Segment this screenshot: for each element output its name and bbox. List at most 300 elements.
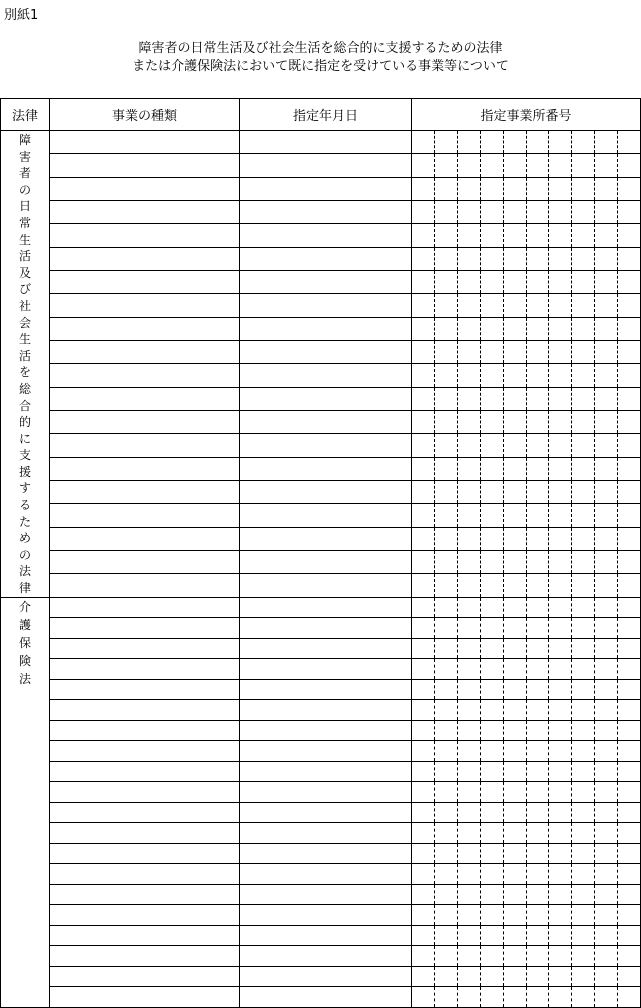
digit-box[interactable]	[434, 680, 457, 700]
digit-box[interactable]	[571, 574, 594, 596]
business-type-cell[interactable]	[50, 527, 240, 550]
digit-box[interactable]	[434, 721, 457, 741]
digit-box[interactable]	[503, 741, 526, 761]
digit-box[interactable]	[594, 987, 617, 1007]
digit-box[interactable]	[503, 271, 526, 293]
digit-box[interactable]	[571, 248, 594, 270]
digit-box[interactable]	[571, 967, 594, 987]
digit-box[interactable]	[412, 341, 434, 363]
digit-box[interactable]	[526, 659, 549, 679]
digit-box[interactable]	[503, 178, 526, 200]
digit-box[interactable]	[617, 905, 640, 925]
office-number-cell[interactable]	[412, 966, 641, 987]
digit-box[interactable]	[548, 598, 571, 618]
digit-box[interactable]	[503, 987, 526, 1007]
digit-box[interactable]	[594, 434, 617, 456]
digit-box[interactable]	[617, 639, 640, 659]
business-type-cell[interactable]	[50, 131, 240, 154]
digit-box[interactable]	[412, 762, 434, 782]
digit-box[interactable]	[548, 154, 571, 176]
office-number-cell[interactable]	[412, 823, 641, 844]
digit-box[interactable]	[480, 201, 503, 223]
designation-date-cell[interactable]	[240, 480, 412, 503]
digit-box[interactable]	[548, 131, 571, 153]
digit-box[interactable]	[526, 434, 549, 456]
digit-box[interactable]	[434, 741, 457, 761]
digit-box[interactable]	[457, 341, 480, 363]
digit-box[interactable]	[503, 659, 526, 679]
digit-box[interactable]	[434, 639, 457, 659]
digit-box[interactable]	[526, 574, 549, 596]
digit-box[interactable]	[571, 318, 594, 340]
digit-box[interactable]	[594, 803, 617, 823]
digit-box[interactable]	[526, 762, 549, 782]
business-type-cell[interactable]	[50, 823, 240, 844]
digit-box[interactable]	[571, 271, 594, 293]
digit-box[interactable]	[548, 782, 571, 802]
digit-box[interactable]	[503, 574, 526, 596]
digit-box[interactable]	[434, 271, 457, 293]
digit-box[interactable]	[617, 721, 640, 741]
digit-box[interactable]	[617, 598, 640, 618]
digit-box[interactable]	[617, 201, 640, 223]
digit-box[interactable]	[526, 844, 549, 864]
digit-box[interactable]	[571, 481, 594, 503]
digit-box[interactable]	[412, 987, 434, 1007]
designation-date-cell[interactable]	[240, 457, 412, 480]
digit-box[interactable]	[480, 341, 503, 363]
digit-box[interactable]	[503, 618, 526, 638]
digit-box[interactable]	[457, 680, 480, 700]
designation-date-cell[interactable]	[240, 741, 412, 762]
business-type-cell[interactable]	[50, 946, 240, 967]
digit-box[interactable]	[503, 598, 526, 618]
digit-box[interactable]	[480, 803, 503, 823]
digit-box[interactable]	[480, 864, 503, 884]
office-number-cell[interactable]	[412, 925, 641, 946]
digit-box[interactable]	[412, 224, 434, 246]
digit-box[interactable]	[412, 721, 434, 741]
digit-box[interactable]	[503, 481, 526, 503]
digit-box[interactable]	[434, 946, 457, 966]
digit-box[interactable]	[526, 700, 549, 720]
digit-box[interactable]	[571, 528, 594, 550]
business-type-cell[interactable]	[50, 638, 240, 659]
digit-box[interactable]	[434, 659, 457, 679]
digit-box[interactable]	[548, 458, 571, 480]
digit-box[interactable]	[571, 458, 594, 480]
digit-box[interactable]	[457, 721, 480, 741]
digit-box[interactable]	[526, 341, 549, 363]
office-number-cell[interactable]	[412, 946, 641, 967]
digit-box[interactable]	[617, 551, 640, 573]
digit-box[interactable]	[457, 388, 480, 410]
designation-date-cell[interactable]	[240, 843, 412, 864]
digit-box[interactable]	[503, 762, 526, 782]
office-number-cell[interactable]	[412, 843, 641, 864]
digit-box[interactable]	[503, 154, 526, 176]
office-number-cell[interactable]	[412, 200, 641, 223]
digit-box[interactable]	[457, 618, 480, 638]
digit-box[interactable]	[412, 364, 434, 386]
digit-box[interactable]	[594, 659, 617, 679]
digit-box[interactable]	[594, 618, 617, 638]
designation-date-cell[interactable]	[240, 597, 412, 618]
digit-box[interactable]	[503, 721, 526, 741]
digit-box[interactable]	[503, 434, 526, 456]
designation-date-cell[interactable]	[240, 679, 412, 700]
digit-box[interactable]	[548, 987, 571, 1007]
digit-box[interactable]	[480, 574, 503, 596]
digit-box[interactable]	[412, 680, 434, 700]
business-type-cell[interactable]	[50, 154, 240, 177]
digit-box[interactable]	[548, 741, 571, 761]
digit-box[interactable]	[412, 294, 434, 316]
digit-box[interactable]	[457, 434, 480, 456]
digit-box[interactable]	[412, 481, 434, 503]
designation-date-cell[interactable]	[240, 966, 412, 987]
digit-box[interactable]	[548, 364, 571, 386]
business-type-cell[interactable]	[50, 700, 240, 721]
digit-box[interactable]	[503, 248, 526, 270]
designation-date-cell[interactable]	[240, 720, 412, 741]
digit-box[interactable]	[617, 680, 640, 700]
digit-box[interactable]	[503, 926, 526, 946]
digit-box[interactable]	[548, 528, 571, 550]
digit-box[interactable]	[571, 864, 594, 884]
digit-box[interactable]	[480, 224, 503, 246]
digit-box[interactable]	[571, 178, 594, 200]
designation-date-cell[interactable]	[240, 618, 412, 639]
digit-box[interactable]	[503, 458, 526, 480]
digit-box[interactable]	[412, 504, 434, 526]
designation-date-cell[interactable]	[240, 823, 412, 844]
digit-box[interactable]	[526, 680, 549, 700]
business-type-cell[interactable]	[50, 597, 240, 618]
digit-box[interactable]	[526, 741, 549, 761]
office-number-cell[interactable]	[412, 905, 641, 926]
digit-box[interactable]	[480, 294, 503, 316]
digit-box[interactable]	[412, 574, 434, 596]
digit-box[interactable]	[412, 618, 434, 638]
digit-box[interactable]	[617, 618, 640, 638]
digit-box[interactable]	[571, 782, 594, 802]
digit-box[interactable]	[412, 458, 434, 480]
digit-box[interactable]	[617, 318, 640, 340]
office-number-cell[interactable]	[412, 782, 641, 803]
office-number-cell[interactable]	[412, 364, 641, 387]
digit-box[interactable]	[617, 458, 640, 480]
digit-box[interactable]	[457, 659, 480, 679]
digit-box[interactable]	[571, 946, 594, 966]
digit-box[interactable]	[480, 700, 503, 720]
office-number-cell[interactable]	[412, 504, 641, 527]
digit-box[interactable]	[526, 528, 549, 550]
digit-box[interactable]	[457, 700, 480, 720]
office-number-cell[interactable]	[412, 154, 641, 177]
digit-box[interactable]	[617, 574, 640, 596]
digit-box[interactable]	[548, 905, 571, 925]
business-type-cell[interactable]	[50, 340, 240, 363]
digit-box[interactable]	[526, 224, 549, 246]
digit-box[interactable]	[571, 639, 594, 659]
designation-date-cell[interactable]	[240, 504, 412, 527]
office-number-cell[interactable]	[412, 720, 641, 741]
digit-box[interactable]	[457, 318, 480, 340]
digit-box[interactable]	[594, 864, 617, 884]
digit-box[interactable]	[617, 224, 640, 246]
digit-box[interactable]	[457, 224, 480, 246]
digit-box[interactable]	[503, 411, 526, 433]
digit-box[interactable]	[526, 864, 549, 884]
digit-box[interactable]	[480, 434, 503, 456]
digit-box[interactable]	[548, 318, 571, 340]
digit-box[interactable]	[617, 844, 640, 864]
digit-box[interactable]	[571, 803, 594, 823]
designation-date-cell[interactable]	[240, 574, 412, 597]
office-number-cell[interactable]	[412, 864, 641, 885]
digit-box[interactable]	[412, 864, 434, 884]
digit-box[interactable]	[548, 178, 571, 200]
digit-box[interactable]	[548, 248, 571, 270]
digit-box[interactable]	[548, 946, 571, 966]
digit-box[interactable]	[434, 224, 457, 246]
digit-box[interactable]	[571, 224, 594, 246]
digit-box[interactable]	[594, 967, 617, 987]
digit-box[interactable]	[617, 131, 640, 153]
digit-box[interactable]	[571, 504, 594, 526]
digit-box[interactable]	[617, 364, 640, 386]
digit-box[interactable]	[434, 823, 457, 843]
digit-box[interactable]	[503, 318, 526, 340]
digit-box[interactable]	[571, 388, 594, 410]
business-type-cell[interactable]	[50, 843, 240, 864]
designation-date-cell[interactable]	[240, 550, 412, 573]
digit-box[interactable]	[594, 224, 617, 246]
business-type-cell[interactable]	[50, 618, 240, 639]
digit-box[interactable]	[617, 926, 640, 946]
digit-box[interactable]	[571, 721, 594, 741]
digit-box[interactable]	[480, 844, 503, 864]
designation-date-cell[interactable]	[240, 434, 412, 457]
digit-box[interactable]	[526, 803, 549, 823]
digit-box[interactable]	[503, 504, 526, 526]
digit-box[interactable]	[434, 294, 457, 316]
digit-box[interactable]	[617, 885, 640, 905]
digit-box[interactable]	[457, 271, 480, 293]
digit-box[interactable]	[457, 885, 480, 905]
digit-box[interactable]	[526, 618, 549, 638]
digit-box[interactable]	[571, 551, 594, 573]
digit-box[interactable]	[617, 178, 640, 200]
business-type-cell[interactable]	[50, 720, 240, 741]
digit-box[interactable]	[548, 885, 571, 905]
digit-box[interactable]	[480, 271, 503, 293]
digit-box[interactable]	[526, 411, 549, 433]
digit-box[interactable]	[434, 598, 457, 618]
digit-box[interactable]	[571, 987, 594, 1007]
digit-box[interactable]	[594, 271, 617, 293]
digit-box[interactable]	[503, 946, 526, 966]
digit-box[interactable]	[480, 551, 503, 573]
digit-box[interactable]	[434, 178, 457, 200]
digit-box[interactable]	[571, 926, 594, 946]
digit-box[interactable]	[457, 782, 480, 802]
business-type-cell[interactable]	[50, 574, 240, 597]
digit-box[interactable]	[526, 294, 549, 316]
business-type-cell[interactable]	[50, 679, 240, 700]
digit-box[interactable]	[617, 434, 640, 456]
digit-box[interactable]	[594, 318, 617, 340]
digit-box[interactable]	[412, 639, 434, 659]
digit-box[interactable]	[617, 341, 640, 363]
digit-box[interactable]	[457, 458, 480, 480]
digit-box[interactable]	[480, 318, 503, 340]
digit-box[interactable]	[434, 782, 457, 802]
digit-box[interactable]	[617, 154, 640, 176]
digit-box[interactable]	[548, 762, 571, 782]
digit-box[interactable]	[594, 721, 617, 741]
digit-box[interactable]	[480, 741, 503, 761]
digit-box[interactable]	[526, 481, 549, 503]
digit-box[interactable]	[594, 885, 617, 905]
digit-box[interactable]	[434, 318, 457, 340]
digit-box[interactable]	[548, 388, 571, 410]
digit-box[interactable]	[480, 926, 503, 946]
business-type-cell[interactable]	[50, 434, 240, 457]
business-type-cell[interactable]	[50, 864, 240, 885]
digit-box[interactable]	[617, 504, 640, 526]
office-number-cell[interactable]	[412, 434, 641, 457]
designation-date-cell[interactable]	[240, 410, 412, 433]
digit-box[interactable]	[617, 864, 640, 884]
designation-date-cell[interactable]	[240, 802, 412, 823]
office-number-cell[interactable]	[412, 270, 641, 293]
designation-date-cell[interactable]	[240, 200, 412, 223]
digit-box[interactable]	[594, 762, 617, 782]
digit-box[interactable]	[434, 574, 457, 596]
digit-box[interactable]	[503, 864, 526, 884]
digit-box[interactable]	[548, 618, 571, 638]
digit-box[interactable]	[434, 762, 457, 782]
business-type-cell[interactable]	[50, 987, 240, 1008]
digit-box[interactable]	[594, 411, 617, 433]
designation-date-cell[interactable]	[240, 925, 412, 946]
digit-box[interactable]	[503, 528, 526, 550]
digit-box[interactable]	[526, 271, 549, 293]
digit-box[interactable]	[594, 926, 617, 946]
digit-box[interactable]	[412, 271, 434, 293]
digit-box[interactable]	[617, 823, 640, 843]
digit-box[interactable]	[503, 224, 526, 246]
business-type-cell[interactable]	[50, 884, 240, 905]
business-type-cell[interactable]	[50, 317, 240, 340]
digit-box[interactable]	[617, 803, 640, 823]
designation-date-cell[interactable]	[240, 177, 412, 200]
digit-box[interactable]	[503, 700, 526, 720]
business-type-cell[interactable]	[50, 200, 240, 223]
digit-box[interactable]	[457, 131, 480, 153]
office-number-cell[interactable]	[412, 294, 641, 317]
digit-box[interactable]	[617, 271, 640, 293]
business-type-cell[interactable]	[50, 925, 240, 946]
digit-box[interactable]	[526, 905, 549, 925]
digit-box[interactable]	[480, 659, 503, 679]
office-number-cell[interactable]	[412, 131, 641, 154]
digit-box[interactable]	[480, 762, 503, 782]
digit-box[interactable]	[412, 659, 434, 679]
digit-box[interactable]	[412, 434, 434, 456]
digit-box[interactable]	[548, 721, 571, 741]
digit-box[interactable]	[571, 294, 594, 316]
digit-box[interactable]	[548, 224, 571, 246]
digit-box[interactable]	[548, 967, 571, 987]
digit-box[interactable]	[594, 551, 617, 573]
digit-box[interactable]	[412, 248, 434, 270]
designation-date-cell[interactable]	[240, 884, 412, 905]
digit-box[interactable]	[457, 639, 480, 659]
digit-box[interactable]	[571, 905, 594, 925]
digit-box[interactable]	[434, 131, 457, 153]
digit-box[interactable]	[480, 481, 503, 503]
digit-box[interactable]	[412, 154, 434, 176]
digit-box[interactable]	[526, 639, 549, 659]
digit-box[interactable]	[412, 131, 434, 153]
digit-box[interactable]	[617, 987, 640, 1007]
designation-date-cell[interactable]	[240, 247, 412, 270]
digit-box[interactable]	[503, 885, 526, 905]
office-number-cell[interactable]	[412, 457, 641, 480]
office-number-cell[interactable]	[412, 761, 641, 782]
digit-box[interactable]	[457, 248, 480, 270]
digit-box[interactable]	[503, 294, 526, 316]
digit-box[interactable]	[480, 411, 503, 433]
digit-box[interactable]	[571, 762, 594, 782]
digit-box[interactable]	[457, 762, 480, 782]
digit-box[interactable]	[548, 803, 571, 823]
digit-box[interactable]	[548, 823, 571, 843]
office-number-cell[interactable]	[412, 177, 641, 200]
digit-box[interactable]	[503, 364, 526, 386]
digit-box[interactable]	[571, 618, 594, 638]
business-type-cell[interactable]	[50, 224, 240, 247]
digit-box[interactable]	[526, 885, 549, 905]
business-type-cell[interactable]	[50, 457, 240, 480]
digit-box[interactable]	[412, 967, 434, 987]
digit-box[interactable]	[526, 248, 549, 270]
office-number-cell[interactable]	[412, 224, 641, 247]
designation-date-cell[interactable]	[240, 364, 412, 387]
digit-box[interactable]	[457, 411, 480, 433]
designation-date-cell[interactable]	[240, 131, 412, 154]
digit-box[interactable]	[434, 248, 457, 270]
digit-box[interactable]	[548, 574, 571, 596]
digit-box[interactable]	[434, 967, 457, 987]
business-type-cell[interactable]	[50, 782, 240, 803]
digit-box[interactable]	[594, 574, 617, 596]
digit-box[interactable]	[526, 201, 549, 223]
office-number-cell[interactable]	[412, 387, 641, 410]
digit-box[interactable]	[617, 762, 640, 782]
digit-box[interactable]	[457, 574, 480, 596]
digit-box[interactable]	[412, 178, 434, 200]
designation-date-cell[interactable]	[240, 224, 412, 247]
business-type-cell[interactable]	[50, 741, 240, 762]
digit-box[interactable]	[594, 823, 617, 843]
business-type-cell[interactable]	[50, 177, 240, 200]
office-number-cell[interactable]	[412, 340, 641, 363]
digit-box[interactable]	[457, 201, 480, 223]
